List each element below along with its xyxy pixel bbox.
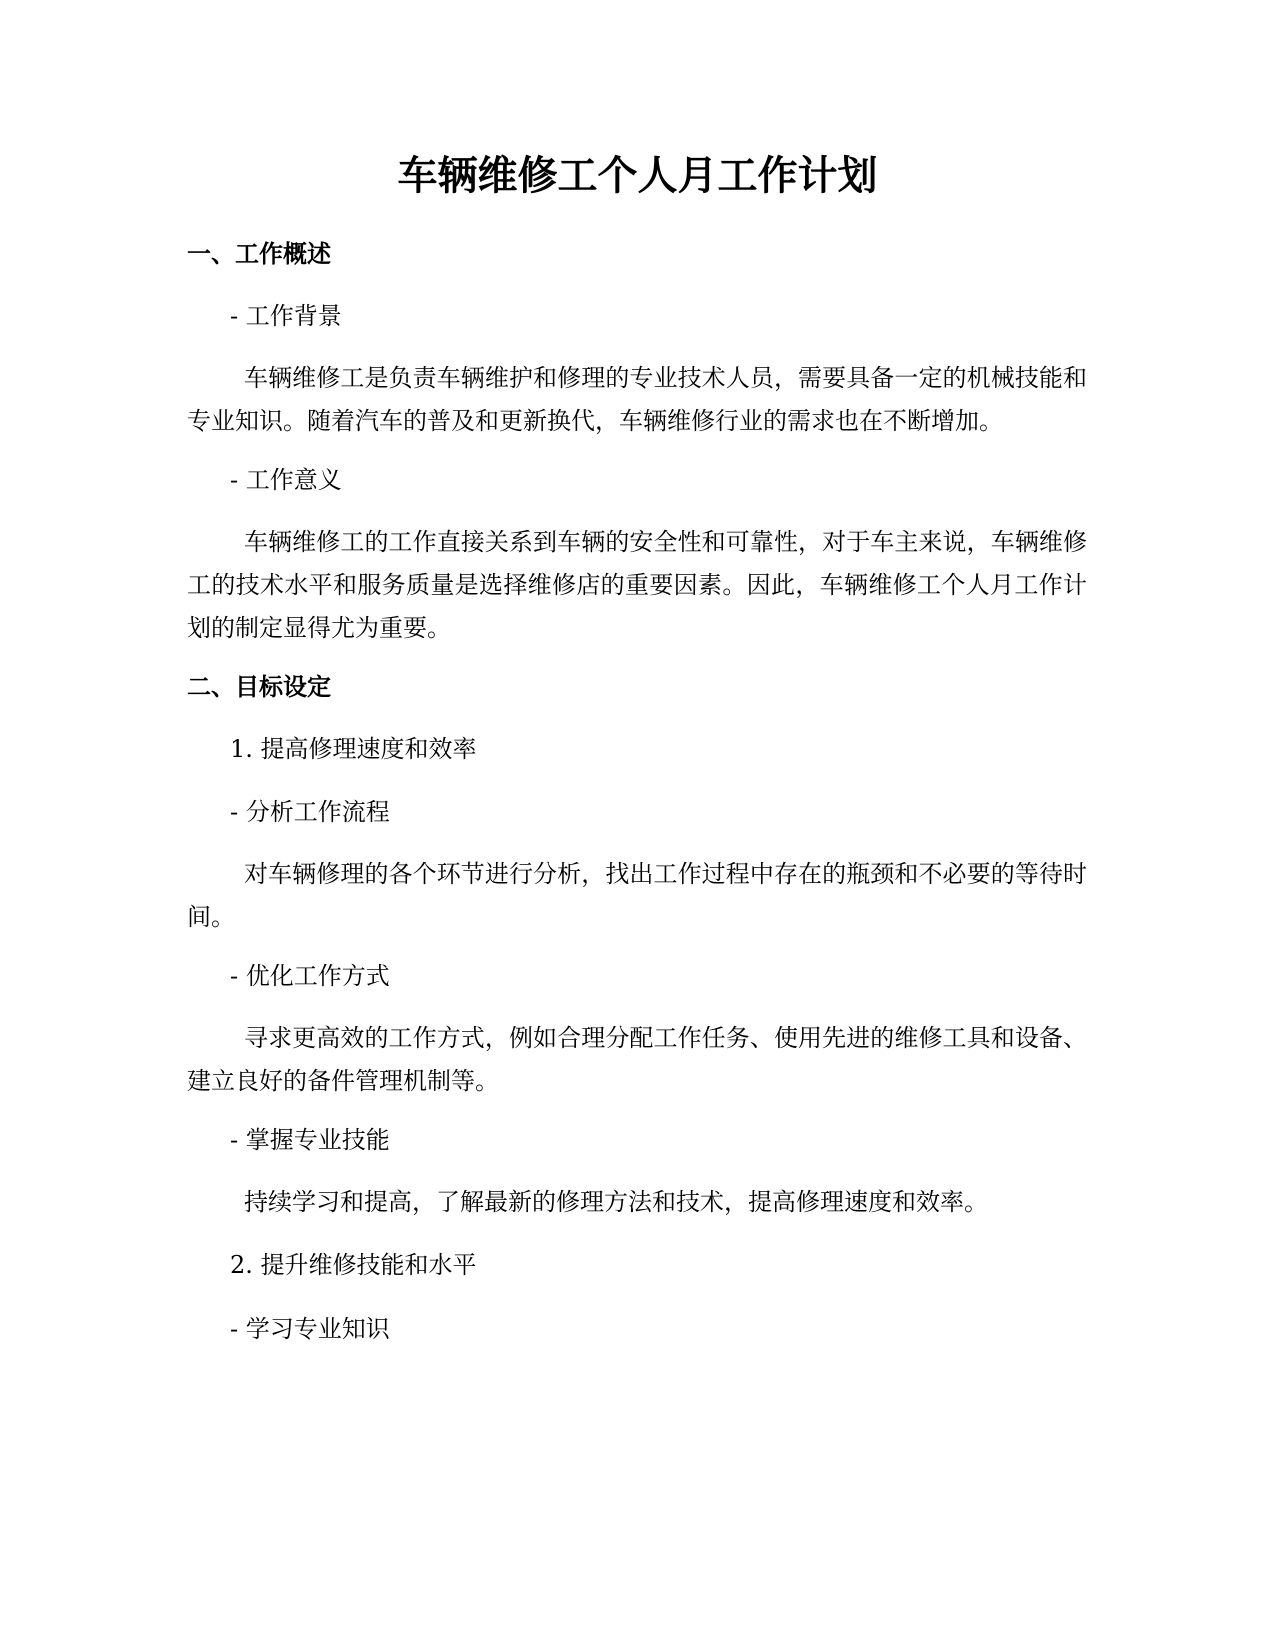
subheading-background: - 工作背景 [230,302,342,330]
goal-item-1: 1. 提高修理速度和效率 [230,735,477,763]
subheading-optimize: - 优化工作方式 [230,962,390,990]
paragraph-optimize: 寻求更高效的工作方式，例如合理分配工作任务、使用先进的维修工具和设备、建立良好的备件管理机制等。 [187,1024,1087,1095]
section-heading-overview: 一、工作概述 [187,240,331,268]
paragraph-analyze: 对车辆修理的各个环节进行分析，找出工作过程中存在的瓶颈和不必要的等待时间。 [187,860,1087,931]
document-title: 车辆维修工个人月工作计划 [397,153,878,199]
paragraph-background: 车辆维修工是负责车辆维护和修理的专业技术人员，需要具备一定的机械技能和专业知识。随着汽车的普及和更新换代，车辆维修行业的需求也在不断增加。 [187,364,1087,435]
subheading-significance: - 工作意义 [230,466,342,494]
paragraph-significance: 车辆维修工的工作直接关系到车辆的安全性和可靠性，对于车主来说，车辆维修工的技术水平和服务质量是选择维修店的重要因素。因此，车辆维修工个人月工作计划的制定显得尤为重要。 [187,528,1087,642]
paragraph-skills: 持续学习和提高，了解最新的修理方法和技术，提高修理速度和效率。 [244,1188,988,1216]
section-heading-goals: 二、目标设定 [187,673,331,701]
subheading-skills: - 掌握专业技能 [230,1126,390,1154]
subheading-analyze: - 分析工作流程 [230,798,390,826]
subheading-study: - 学习专业知识 [230,1315,390,1343]
goal-item-2: 2. 提升维修技能和水平 [230,1251,477,1279]
